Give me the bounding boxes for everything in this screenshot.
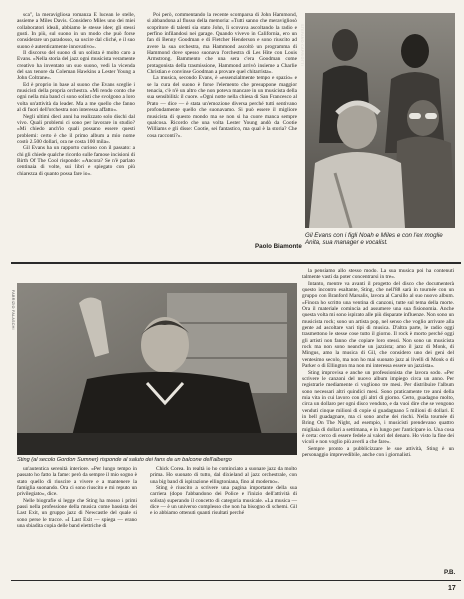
- photo-credit: STEFANO CAPRIOTTI: [300, 24, 304, 67]
- photo-sting-balcony: [17, 283, 297, 455]
- photo-caption: Sting (al secolo Gordon Sumner) risponde al saluto dei fans da un balcone dell'albergo: [17, 457, 232, 463]
- page-number: 17: [448, 585, 456, 592]
- article-column-5: [150, 466, 297, 517]
- paragraph: Intanto, mentre va avanti il progetto del disco che documenterà questo incontro esaltante, Sting, che nell'88 sarà in tournée con un gruppo con Branford Marsalis, lavora al Carsillo al suo nuovo album. «Finora ho scritto una ventina di canzoni, tutte sul tema della morte. Ora il materiale comincia ad assumere una sua fisionomia. Anche questa volta mi sono ispirato alle più disparate influenze. Non sono un musicista rock; sono un artista pop, nel senso che voglio arrivare alla gente ad ascoltare vari tipi di musica. D'altra parte, le radio oggi trasmettono le stesse cose tutto il giorno. Il rock è morto perché oggi gli artisti non fanno che copiare loro stessi. Non sono un musicista rock ma non sono neanche un jazzista; amo il jazz di Monk, di Mingus, amo la musica di Gil, che considero uno dei geni del ventesimo secolo, ma non ho mai suonato jazz ai livelli di Monk o di Parker o di Ellington ma non mi interessa essere un jazzista».: [302, 280, 454, 370]
- article-column-4: [17, 466, 137, 529]
- paragraph: Nelle biografie si legge che Sting ha mosso i primi passi nella professione della musica come bassista dei Last Exit, un gruppo jazz di Newcastle del quale si sono perse le tracce. «I Last Exit — spiega — erano una sbiadita copia delle band elettriche di: [17, 497, 137, 530]
- paragraph: sca", la meravigliosa romanza E lucean le stelle, assieme a Miles Davis. Considero Miles uno dei miei collaboratori ideali, abbiamo le stesse idee; gli stessi gusti. In più, sul suono in un modo che può forse considerare un paradosso, sa uscire dal cliché, e il suo suono è autenticamente innovativo».: [17, 12, 135, 50]
- article-column-3: [302, 268, 454, 458]
- paragraph: Gil Evans ha un rapporto curioso con il passato: a chi gli chiede qualche ricordo sulle famose incisioni di Birth Of The Cool risponde: «Ancora? Se n'è parlato centinaia di volte, sui libri e spiegato con più chiarezza di quanto possa fare io».: [17, 145, 135, 177]
- paragraph: La musica, secondo Evans, è «essenzialmente tempo e spazio» e se la cura del suono è forse l'elemento che presuppone maggior tenacia, c'è n'è un altro che non poteva mancare in un musicista della sua sensibilità: il cuore. «Ogni notte nella chiesa di San Francesco al Prato — dice — è stata un'emozione diversa perché tutti sentivano profondamente quello che suonavamo. Si può essere il migliore musicista di questo mondo ma se non si ha cuore manca sempre qualcosa. Ricordo che una volta Lester Young andò da Cootie Williams e gli disse: Cootie, sei fantastico, ma qual è la storia? Che cosa racconti?».: [147, 75, 297, 139]
- paragraph: Il discorso del suono di un solista è molto caro a Evans. «Nella storia del jazz ogni musicista veramente creativo ha inventato un suo suono, vedi la vicenda del sax tenore da Coleman Hawkins a Lester Young a John Coltrane».: [17, 50, 135, 82]
- author-signature: Paolo Biamonte: [255, 243, 302, 250]
- footer-rule: [11, 580, 461, 581]
- paragraph: la pensiamo allo stesso modo. La sua musica poi ha contenuti talmente vasti da poter concentrarsi in tre».: [302, 268, 454, 281]
- article-column-1: [17, 12, 135, 177]
- paragraph: Sempre pronto a pubblicizzare le sue attività, Sting è un personaggio imprevedibile, anche con i giornalisti.: [302, 445, 454, 458]
- photo-caption: Gil Evans con i figli Noah e Miles e con l'ex moglie Anita, sua manager e vocalist.: [305, 232, 443, 247]
- author-signature: P.B.: [444, 569, 456, 576]
- paragraph: Sting è riuscito a scrivere una pagina importante della sua carriera (dopo l'abbandono dei Police e l'inizio dell'attività di solista) superando il concetto di categoria musicale. «La musica — dice — è un universo complesso che non ha bisogno di schemi. Gil e io abbiamo ottenuti quanti risultati perché: [150, 485, 297, 517]
- paragraph: un'autentica serenità interiore. «Per lungo tempo in passato ho fatto la fame: però da sempre il mio sogno è stato quello di riuscire a vivere e a mantenere la famiglia suonando. Ora ci sono riuscito e mi reputo un privilegiato», dice.: [17, 466, 137, 498]
- photo-credit: FABRIZIO FALASCHI: [11, 290, 15, 330]
- paragraph: Poi però, commentando la recente scomparsa di John Hammond, si abbandona al flusso della memoria: «Tutti sanno che meravigliosò scopritore di talenti sia stato John, lì scovava ascoltando la radio e perfino infilandosi nei garage. Quando vivevo in California, ero un fan di Benny Goodman e di Fletcher Henderson e sono riuscito ad avere la sua orchestra, ma Hammond ascoltò un programma di Hammond dove spesso suonava l'orchestra di Les Hite con Louis Armstrong. Bammento che una sera c'era Goodman come protagonista della trasmissione, Hammond arrivò insieme a Charlie Christian e convinse Goodman a provare quel chitarrista».: [147, 12, 297, 76]
- paragraph: Chick Corea. In realtà io ho cominciato a suonare jazz da molto prima. Ho suonato di tutto, dal dixieland al jazz orchestrale, con una big band di ispirazione ellingtoniana, fino al moderno».: [150, 466, 297, 485]
- paragraph: Negli ultimi dieci anni ha realizzato solo dischi dal vivo. Quali problemi ci sono per lavorare in studio? «Mi chiedo anch'io quali possano essere questi problemi: certo è che il primo album a mio nome costò 2.500 dollari, ora ne costa 100 mila».: [17, 113, 135, 145]
- paragraph: Sting improvisa e anche un professionista che lavora sodo. «Per scrivere le canzoni del nuovo album impiego circa un anno. Per registrarle mediamente ci vogliono tre mesi. Per distribuire l'album sono necessari altri quindici mesi. Sono praticamente tre anni della mia vita in cui lavoro con gli altri di giorno. Certo, guadagno molto, circa un dollaro per ogni disco venduto, e da vuoi dire che se vengono venduti cinque milioni di copie si guadagnano 5 milioni di dollari. E in bell guadagnare, ma ci sono anche dei rischi. Nella tournée di Bring On The Night, ad esempio, i musicisti prendevano quattro migliaia di dollari a settimana, e in lungo per l'anticipare io. Una cosa è certa: cerco di essere fedele ai valori del denaro. Ho visto la fine dei vicoli e non voglio più averli a che fare».: [302, 369, 454, 446]
- photo-gil-evans-family: [305, 13, 455, 228]
- paragraph: Ed è proprio in base al suono che Evans sceglie i musicisti della propria orchestra. «Mi rendo conto che ogni nella mia band ci sono solisti che svolgono a loro volta un'attività da leader. Ma a me quello che fanno al di fuori dell'orchestra non interessa affatto».: [17, 81, 135, 114]
- article-column-2: [147, 12, 297, 139]
- section-divider: [11, 262, 461, 264]
